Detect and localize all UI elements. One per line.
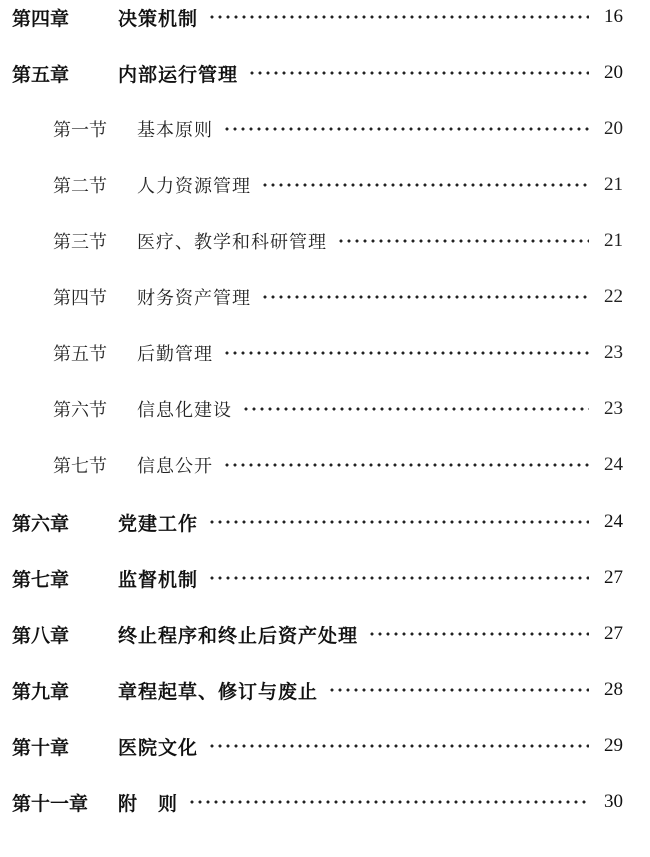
section-number: 第一节 [53, 120, 107, 141]
toc-entry-chapter-11[interactable] [0, 785, 650, 819]
toc-entry-chapter-4[interactable] [0, 0, 650, 34]
toc-entry-chapter-6[interactable] [0, 505, 650, 539]
dot-leader [337, 233, 589, 249]
dot-leader [208, 570, 589, 586]
toc-entry-section-1[interactable] [0, 112, 650, 146]
chapter-title: 章程起草、修订与废止 [118, 680, 319, 703]
section-title: 基本原则 [137, 120, 213, 141]
chapter-title: 终止程序和终止后资产处理 [118, 624, 359, 647]
section-number: 第六节 [53, 400, 107, 421]
section-number: 第七节 [53, 456, 107, 477]
page-number: 23 [604, 342, 623, 363]
toc-entry-chapter-7[interactable] [0, 561, 650, 595]
page-number: 21 [604, 174, 623, 195]
toc-entry-section-7[interactable] [0, 448, 650, 482]
chapter-title: 党建工作 [118, 512, 199, 535]
chapter-number: 第八章 [12, 624, 70, 647]
dot-leader [261, 289, 589, 305]
chapter-title: 附 则 [118, 792, 179, 815]
page-number: 27 [604, 567, 623, 588]
dot-leader [261, 177, 589, 193]
chapter-number: 第七章 [12, 568, 70, 591]
toc-entry-chapter-10[interactable] [0, 729, 650, 763]
section-number: 第二节 [53, 176, 107, 197]
chapter-number: 第九章 [12, 680, 70, 703]
chapter-title: 决策机制 [118, 7, 199, 30]
chapter-title: 医院文化 [118, 736, 199, 759]
dot-leader [208, 738, 589, 754]
chapter-number: 第十一章 [12, 792, 89, 815]
page-number: 22 [604, 286, 623, 307]
page-number: 29 [604, 735, 623, 756]
chapter-title: 监督机制 [118, 568, 199, 591]
dot-leader [223, 121, 589, 137]
page-number: 21 [604, 230, 623, 251]
dot-leader [208, 9, 589, 25]
toc-entry-section-5[interactable] [0, 336, 650, 370]
section-title: 财务资产管理 [137, 288, 251, 309]
toc-entry-chapter-9[interactable] [0, 673, 650, 707]
page-number: 28 [604, 679, 623, 700]
dot-leader [223, 345, 589, 361]
toc-entry-section-2[interactable] [0, 168, 650, 202]
page-number: 24 [604, 511, 623, 532]
section-title: 信息化建设 [137, 400, 232, 421]
chapter-number: 第十章 [12, 736, 70, 759]
toc-entry-section-6[interactable] [0, 392, 650, 426]
dot-leader [248, 65, 589, 81]
toc-entry-chapter-8[interactable] [0, 617, 650, 651]
chapter-title: 内部运行管理 [118, 63, 239, 86]
toc-entry-section-4[interactable] [0, 280, 650, 314]
page-number: 20 [604, 62, 623, 83]
dot-leader [188, 794, 589, 810]
toc-entry-section-3[interactable] [0, 224, 650, 258]
page-number: 27 [604, 623, 623, 644]
page-number: 16 [604, 6, 623, 27]
dot-leader [328, 682, 589, 698]
chapter-number: 第六章 [12, 512, 70, 535]
chapter-number: 第四章 [12, 7, 70, 30]
section-number: 第五节 [53, 344, 107, 365]
toc-entry-chapter-5[interactable] [0, 56, 650, 90]
page-number: 24 [604, 454, 623, 475]
dot-leader [208, 514, 589, 530]
page-number: 30 [604, 791, 623, 812]
dot-leader [242, 401, 589, 417]
chapter-number: 第五章 [12, 63, 70, 86]
section-title: 人力资源管理 [137, 176, 251, 197]
page-number: 20 [604, 118, 623, 139]
dot-leader [368, 626, 589, 642]
section-title: 信息公开 [137, 456, 213, 477]
section-title: 后勤管理 [137, 344, 213, 365]
section-number: 第三节 [53, 232, 107, 253]
dot-leader [223, 457, 589, 473]
section-number: 第四节 [53, 288, 107, 309]
page-number: 23 [604, 398, 623, 419]
section-title: 医疗、教学和科研管理 [137, 232, 327, 253]
